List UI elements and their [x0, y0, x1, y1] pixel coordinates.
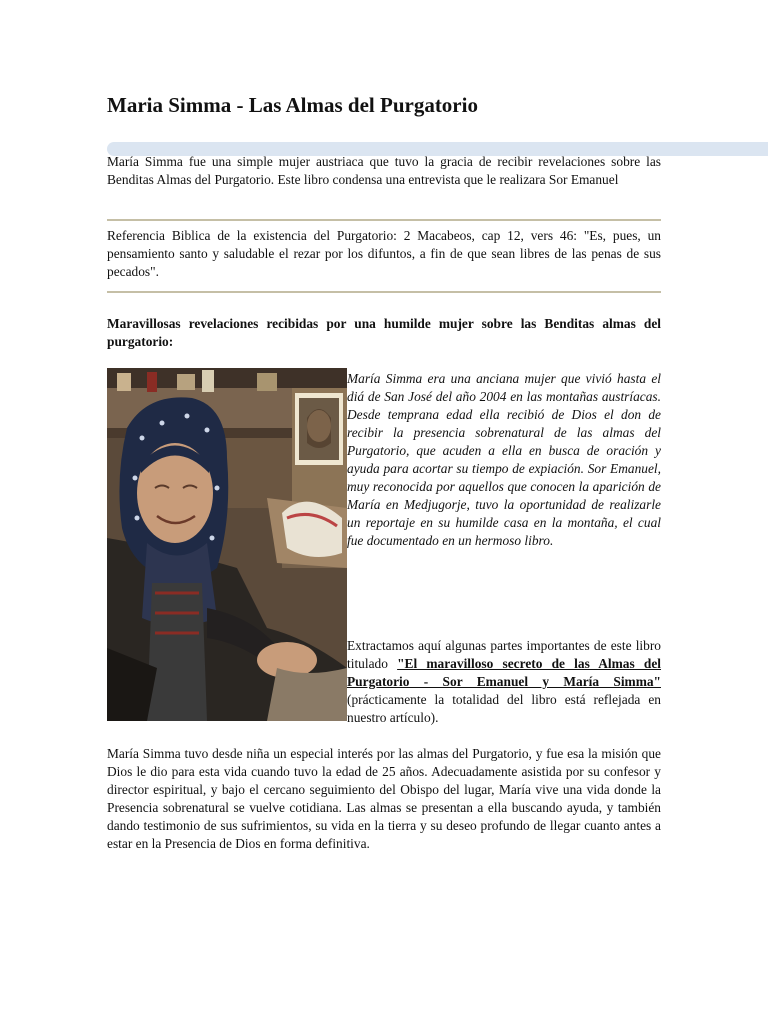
excerpt-note-text: (prácticamente la totalidad del libro está reflejada en nuestro artículo).: [347, 692, 661, 725]
closing-paragraph: María Simma tuvo desde niña un especial interés por las almas del Purgatorio, y fue esa la misión que Dios le dio para esta vida cuando tuvo la edad de 25 años. Adecuadamente asistida por su confesor y director espiritual, y bajo el cercano seguimiento del Obispo del lugar, María vive una vida donde la Presencia sobrenatural se vuelve cotidiana. Las almas se presentan a ella buscando ayuda, y también dando testimonio de sus sufrimientos, su vida en la tierra y su deseo profundo de llegar cuanto antes a estar en la Presencia de Dios en forma definitiva.: [107, 746, 661, 851]
intro-paragraph: María Simma fue una simple mujer austriaca que tuvo la gracia de recibir revelaciones sobre las Benditas Almas del Purgatorio. Este libro condensa una entrevista que le realizara Sor Emanuel: [107, 154, 661, 187]
maria-simma-photo: [107, 368, 347, 721]
excerpt-intro-text: Extractamos aquí algunas partes importantes de este libro titulado: [347, 638, 661, 671]
bio-paragraph: María Simma era una anciana mujer que vivió hasta el diá de San José del año 2004 en las montañas austríacas. Desde temprana edad ella recibió de Dios el don de recibir la presencia sobrenatural de las almas del Purgatorio, que acuden a ella en busca de oración y ayuda para acortar su tiempo de expiación. Sor Emanuel, muy reconocida por aquellos que conocen la aparición de María en Medjugorje, tuvo la oportunidad de realizarle un reportaje en su humilde casa en la montaña, el cual fue documentado en un hermoso libro.: [347, 371, 661, 548]
page-title: Maria Simma - Las Almas del Purgatorio: [107, 93, 478, 117]
divider-bottom: [107, 291, 661, 293]
bible-reference-paragraph: Referencia Biblica de la existencia del Purgatorio: 2 Macabeos, cap 12, vers 46: "Es, pues, un pensamiento santo y saludable el rezar por los difuntos, a fin de que sean libres de las penas de sus pecados".: [107, 228, 661, 279]
section-heading: Maravillosas revelaciones recibidas por una humilde mujer sobre las Benditas almas del purgatorio:: [107, 316, 661, 349]
book-title-link[interactable]: "El maravilloso secreto de las Almas del Purgatorio - Sor Emanuel y María Simma": [347, 656, 662, 689]
divider-top: [107, 219, 661, 221]
excerpt-paragraph: [347, 637, 661, 727]
